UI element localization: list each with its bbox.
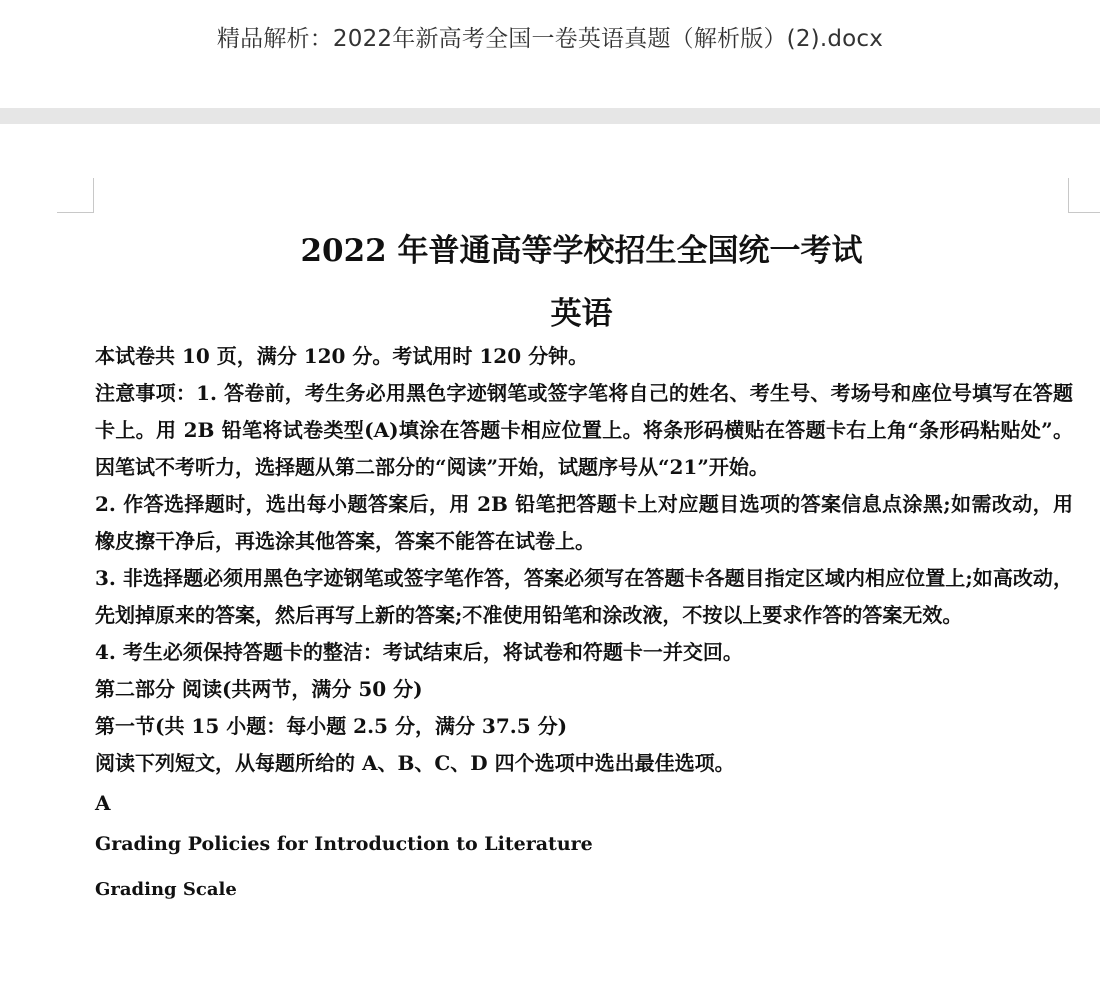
paragraph-part-two: 第二部分 阅读(共两节，满分 50 分) (95, 677, 423, 701)
paragraph-section-one: 第一节(共 15 小题：每小题 2.5 分，满分 37.5 分) (95, 714, 568, 738)
paragraph-instructions: 阅读下列短文，从每题所给的 A、B、C、D 四个选项中选出最佳选项。 (95, 751, 735, 775)
passage-heading: Grading Policies for Introduction to Literature (95, 833, 593, 855)
window-title-bar (0, 0, 1100, 108)
crop-mark-top-left (57, 178, 94, 213)
page-gap (0, 108, 1100, 124)
crop-mark-top-right (1068, 178, 1100, 213)
paragraph-notice-2: 2. 作答选择题时，选出每小题答案后，用 2B 铅笔把答题卡上对应题目选项的答案信息点涂黑;如需改动，用橡皮擦干净后，再选涂其他答案，答案不能答在试卷上。 (95, 492, 1073, 553)
passage-subheading: Grading Scale (95, 879, 237, 900)
document-body (95, 338, 1073, 914)
exam-subject: 英语 (550, 296, 613, 332)
paragraph-exam-info: 本试卷共 10 页，满分 120 分。考试用时 120 分钟。 (95, 344, 589, 368)
document-filename: 精品解析：2022年新高考全国一卷英语真题（解析版）(2).docx (216, 26, 884, 52)
document-page[interactable] (0, 124, 1100, 990)
exam-title: 2022 年普通高等学校招生全国统一考试 (300, 233, 863, 269)
paragraph-notice-1: 注意事项：1. 答卷前，考生务必用黑色字迹钢笔或签字笔将自己的姓名、考生号、考场号和座位号填写在答题卡上。用 2B 铅笔将试卷类型(A)填涂在答题卡相应位置上。将条形码横贴在答题卡右上角“条形码粘贴处”。因笔试不考听力，选择题从第二部分的“阅读”开始，试题序号从“21”开始。 (95, 381, 1073, 479)
paragraph-notice-4: 4. 考生必须保持答题卡的整洁：考试结束后，将试卷和符题卡一并交回。 (95, 640, 743, 664)
paragraph-notice-3: 3. 非选择题必须用黑色字迹钢笔或签字笔作答，答案必须写在答题卡各题目指定区域内相应位置上;如高改动，先划掉原来的答案，然后再写上新的答案;不准使用铅笔和涂改液，不按以上要求作答的答案无效。 (95, 566, 1073, 627)
passage-letter: A (95, 791, 111, 815)
